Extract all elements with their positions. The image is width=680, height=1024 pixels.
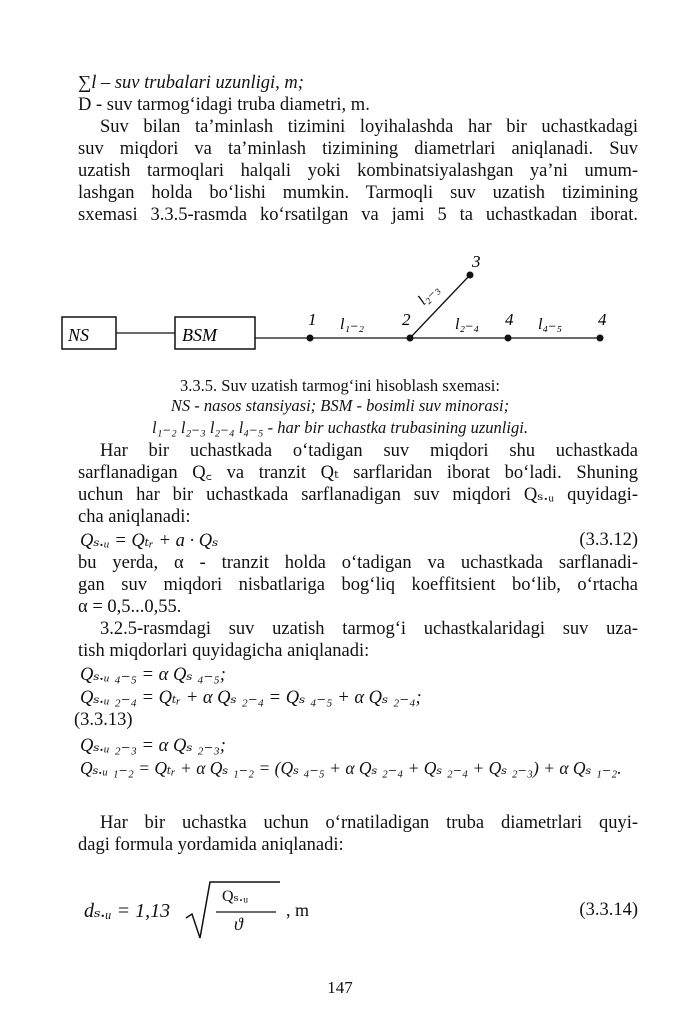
node-3-label: 3 [472, 252, 481, 271]
definition-d: D - suv tarmog‘idagi truba diametri, m. [78, 95, 370, 115]
equation-3-3-13-d: Qₛ.ᵤ ₁₋₂ = Qₜᵣ + α Qₛ ₁₋₂ = (Qₛ ₄₋₅ + α Qₛ ₂₋₄ + Qₛ ₂₋₄ + Qₛ ₂₋₃) + α Qₛ ₁₋₂. [80, 758, 622, 778]
paragraph-line: tish miqdorlari quyidagicha aniqlanadi: [78, 641, 370, 661]
figure-caption-lengths: l₁₋₂ l₂₋₃ l₂₋₄ l₄₋₅ - har bir uchastka trubasining uzunligi. [152, 418, 528, 437]
equation-3-3-13-c: Qₛ.ᵤ ₂₋₃ = α Qₛ ₂₋₃; [80, 736, 226, 756]
paragraph-line: suv miqdori va ta’minlash tizimining diametrlari aniqlanadi. Suv [78, 139, 638, 159]
equation-3-3-12: Qₛ.ᵤ = Qₜᵣ + a · Qₛ [80, 531, 219, 551]
node-2 [407, 335, 414, 342]
segment-4-5-label: l₄₋₅ [538, 316, 563, 333]
node-4 [505, 335, 512, 342]
definition-sum-l: ∑l – suv trubalari uzunligi, m; [78, 73, 304, 93]
diameter-lhs: dₛ.ᵤ = 1,13 [84, 900, 171, 922]
network-scheme-diagram [0, 245, 680, 375]
node-5 [597, 335, 604, 342]
ns-label: NS [68, 325, 90, 345]
paragraph-line: sxemasi 3.3.5-rasmda ko‘rsatilgan va jami 5 ta uchastkadan iborat. [78, 205, 638, 225]
equation-number: (3.3.12) [579, 530, 638, 550]
equation-3-3-13-b: Qₛ.ᵤ ₂₋₄ = Qₜᵣ + α Qₛ ₂₋₄ = Qₛ ₄₋₅ + α Qₛ ₂₋₄; [80, 688, 422, 708]
paragraph-line: 3.2.5-rasmdagi suv uzatish tarmog‘i uchastkalaridagi suv uza- [100, 619, 638, 639]
equation-3-3-13-a: Qₛ.ᵤ ₄₋₅ = α Qₛ ₄₋₅; [80, 665, 226, 685]
segment-2-4-label: l₂₋₄ [455, 316, 480, 333]
equation-number: (3.3.13) [74, 710, 133, 730]
paragraph-line: Har bir uchastka uchun o‘rnatiladigan truba diametrlari quyi- [100, 813, 638, 833]
paragraph-line: Har bir uchastkada o‘tadigan suv miqdori shu uchastkada [100, 441, 638, 461]
equation-3-3-14 [84, 870, 384, 950]
page-number: 147 [327, 978, 353, 997]
sqrt-numerator: Qₛ.ᵤ [222, 888, 249, 905]
figure-caption-legend: NS - nasos stansiyasi; BSM - bosimli suv minorasi; [170, 396, 510, 415]
paragraph-line: uzatish tarmoqlari halqali yoki kombinatsiyalashgan ya’ni umum- [78, 161, 638, 181]
bsm-label: BSM [182, 325, 217, 345]
paragraph-line: gan suv miqdori nisbatlariga bog‘liq koeffitsient bo‘lib, o‘rtacha [78, 575, 638, 595]
equation-number: (3.3.14) [579, 900, 638, 920]
node-2-label: 2 [402, 310, 411, 329]
node-3 [467, 272, 474, 279]
paragraph-line: lashgan holda bo‘lishi mumkin. Tarmoqli suv uzatish tizimining [78, 183, 638, 203]
node-4-label: 4 [505, 310, 514, 329]
node-1-label: 1 [308, 310, 317, 329]
node-5-label: 4 [598, 310, 607, 329]
paragraph-line: sarflanadigan Q꜀ va tranzit Qₜ sarflaridan iborat bo‘ladi. Shuning [78, 463, 638, 483]
paragraph-line: Suv bilan ta’minlash tizimini loyihalashda har bir uchastkadagi [100, 117, 638, 137]
paragraph-line: uchun har bir uchastkada sarflanadigan suv miqdori Qₛ.ᵤ quyidagi- [78, 485, 638, 505]
paragraph-line: α = 0,5...0,55. [78, 597, 182, 617]
node-1 [307, 335, 314, 342]
paragraph-line: dagi formula yordamida aniqlanadi: [78, 835, 344, 855]
segment-1-2-label: l₁₋₂ [340, 316, 365, 333]
sqrt-denominator: ϑ [234, 914, 243, 934]
unit-label: , m [286, 900, 310, 920]
paragraph-line: cha aniqlanadi: [78, 507, 191, 527]
figure-caption-title: 3.3.5. Suv uzatish tarmog‘ini hisoblash sxemasi: [180, 376, 500, 395]
paragraph-line: bu yerda, α - tranzit holda o‘tadigan va uchastkada sarflanadi- [78, 553, 638, 573]
segment-2-3-label: l₂₋₃ [415, 281, 443, 309]
